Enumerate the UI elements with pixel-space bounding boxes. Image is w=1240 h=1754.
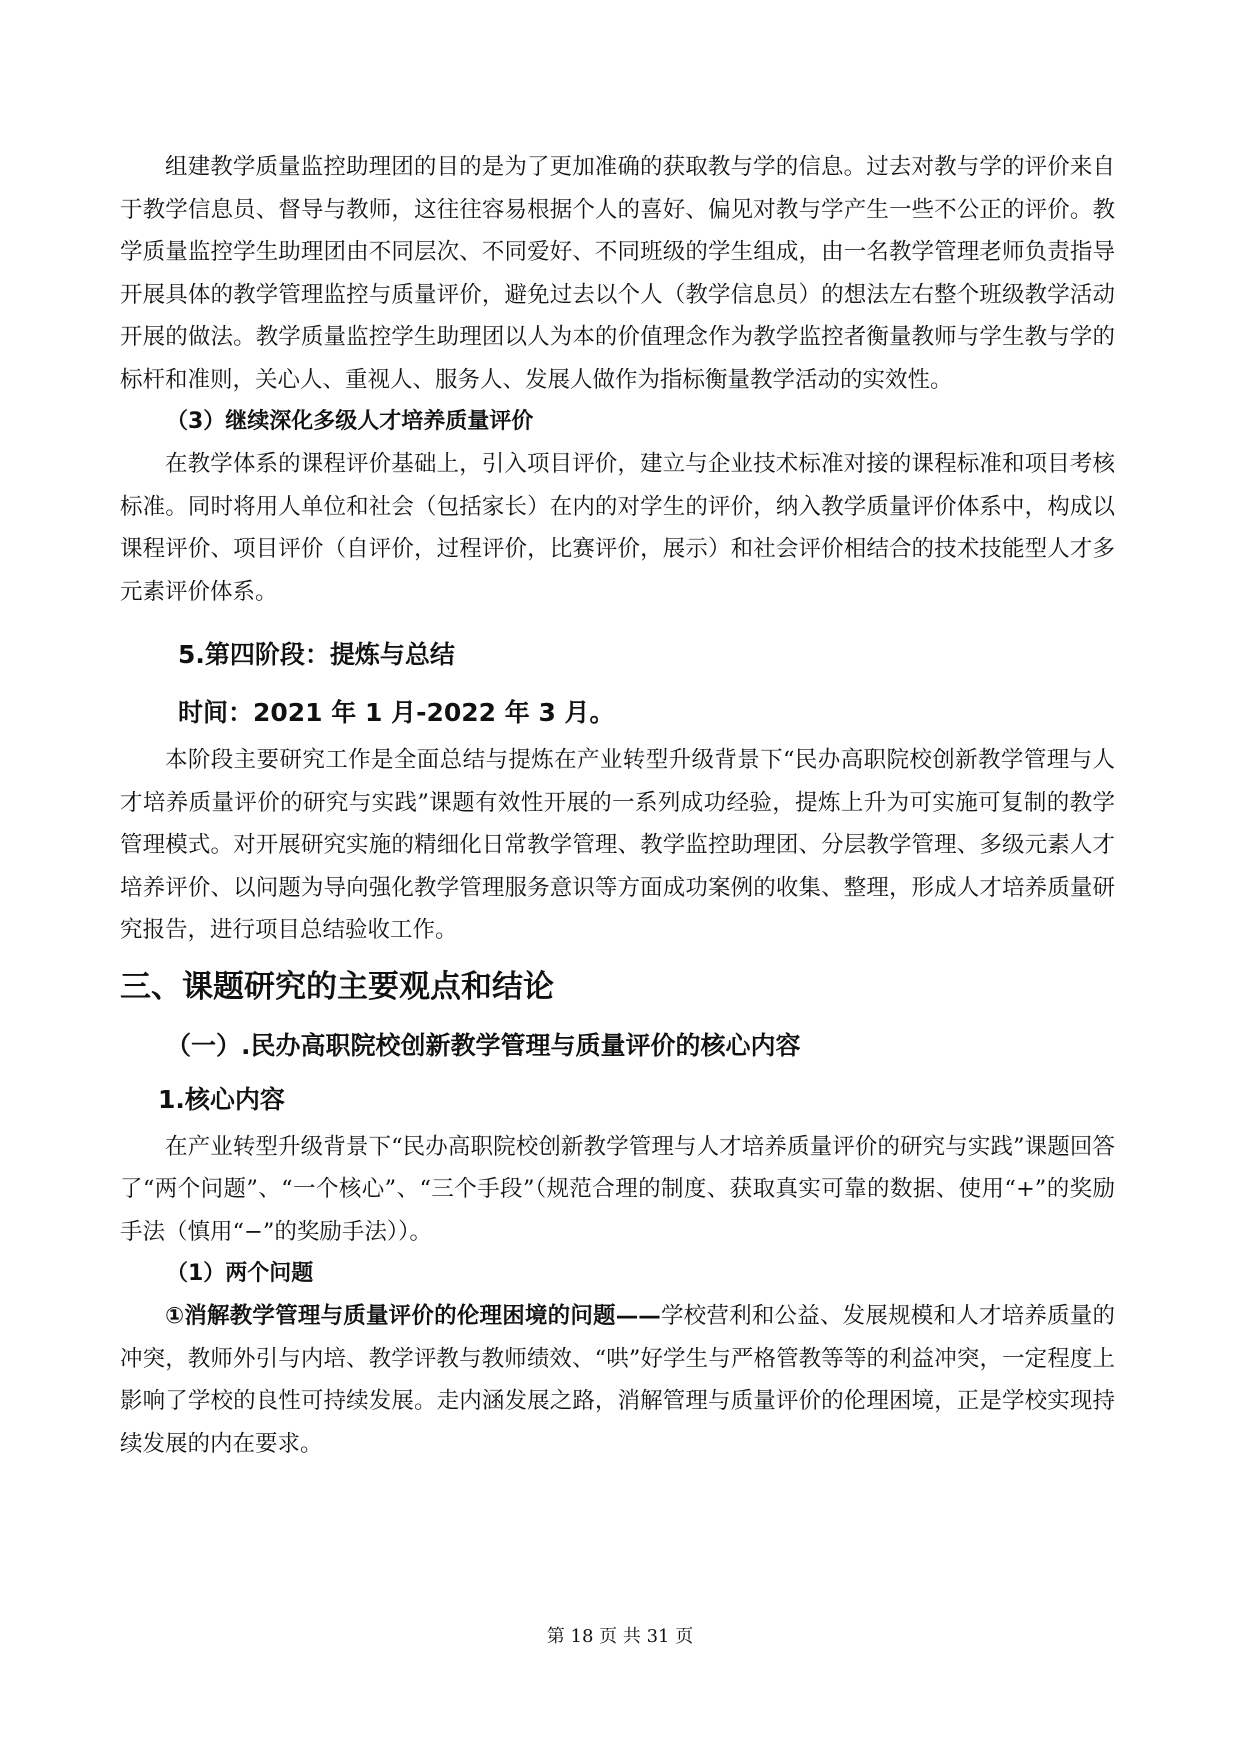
stage-four-time: 时间：2021 年 1 月-2022 年 3 月。: [178, 698, 615, 727]
paragraph-stage-four-summary: 本阶段主要研究工作是全面总结与提炼在产业转型升级背景下“民办高职院校创新教学管理与人才培养质量评价的研究与实践”课题有效性开展的一系列成功经验，提炼上升为可实施可复制的教学管理模式。对开展研究实施的精细化日常教学管理、教学监控助理团、分层教学管理、多级元素人才培养评价、以问题为导向强化教学管理服务意识等方面成功案例的收集、整理，形成人才培养质量研究报告，进行项目总结验收工作。: [120, 747, 1115, 943]
subheading-two-problems: （1）两个问题: [166, 1261, 314, 1286]
stage-four-title: 5.第四阶段：提炼与总结: [178, 640, 455, 669]
ethics-dilemma-lead: ①消解教学管理与质量评价的伦理困境的问题——: [165, 1303, 661, 1329]
chapter-heading-main-views: 三、课题研究的主要观点和结论: [120, 968, 554, 1005]
spacer: [120, 1066, 1115, 1080]
subsection-heading-core: 1.核心内容: [158, 1084, 285, 1114]
page-content: [120, 146, 1115, 1465]
paragraph-ethics-dilemma: [120, 1295, 1115, 1465]
spacer: [120, 952, 1115, 962]
page-footer: 第 18 页 共 31 页: [546, 1626, 694, 1647]
section-heading-core-content: （一）.民办高职院校创新教学管理与质量评价的核心内容: [166, 1030, 801, 1060]
subheading-multilevel-evaluation: （3）继续深化多级人才培养质量评价: [166, 409, 534, 434]
paragraph-core-answers: 在产业转型升级背景下“民办高职院校创新教学管理与人才培养质量评价的研究与实践”课题回答了“两个问题”、“一个核心”、“三个手段”（规范合理的制度、获取真实可靠的数据、使用“+”的奖励手法（慎用“−”的奖励手法））。: [120, 1133, 1115, 1245]
paragraph-course-evaluation: 在教学体系的课程评价基础上，引入项目评价，建立与企业技术标准对接的课程标准和项目考核标准。同时将用人单位和社会（包括家长）在内的对学生的评价，纳入教学质量评价体系中，构成以课程评价、项目评价（自评价，过程评价，比赛评价，展示）和社会评价相结合的技术技能型人才多元素评价体系。: [120, 451, 1115, 605]
ethics-dilemma-body: 学校营利和公益、发展规模和人才培养质量的冲突，教师外引与内培、教学评教与教师绩效、“哄”好学生与严格管教等等的利益冲突，一定程度上影响了学校的良性可持续发展。走内涵发展之路，消解管理与质量评价的伦理困境，正是学校实现持续发展的内在要求。: [120, 1303, 1115, 1457]
spacer: [120, 1012, 1115, 1026]
spacer: [120, 675, 1115, 693]
spacer: [120, 613, 1115, 635]
paragraph-assistant-team-purpose: 组建教学质量监控助理团的目的是为了更加准确的获取教与学的信息。过去对教与学的评价来自于教学信息员、督导与教师，这往往容易根据个人的喜好、偏见对教与学产生一些不公正的评价。教学质量监控学生助理团由不同层次、不同爱好、不同班级的学生组成，由一名教学管理老师负责指导开展具体的教学管理监控与质量评价，避免过去以个人（教学信息员）的想法左右整个班级教学活动开展的做法。教学质量监控学生助理团以人为本的价值理念作为教学监控者衡量教师与学生教与学的标杆和准则，关心人、重视人、服务人、发展人做作为指标衡量教学活动的实效性。: [120, 154, 1115, 393]
